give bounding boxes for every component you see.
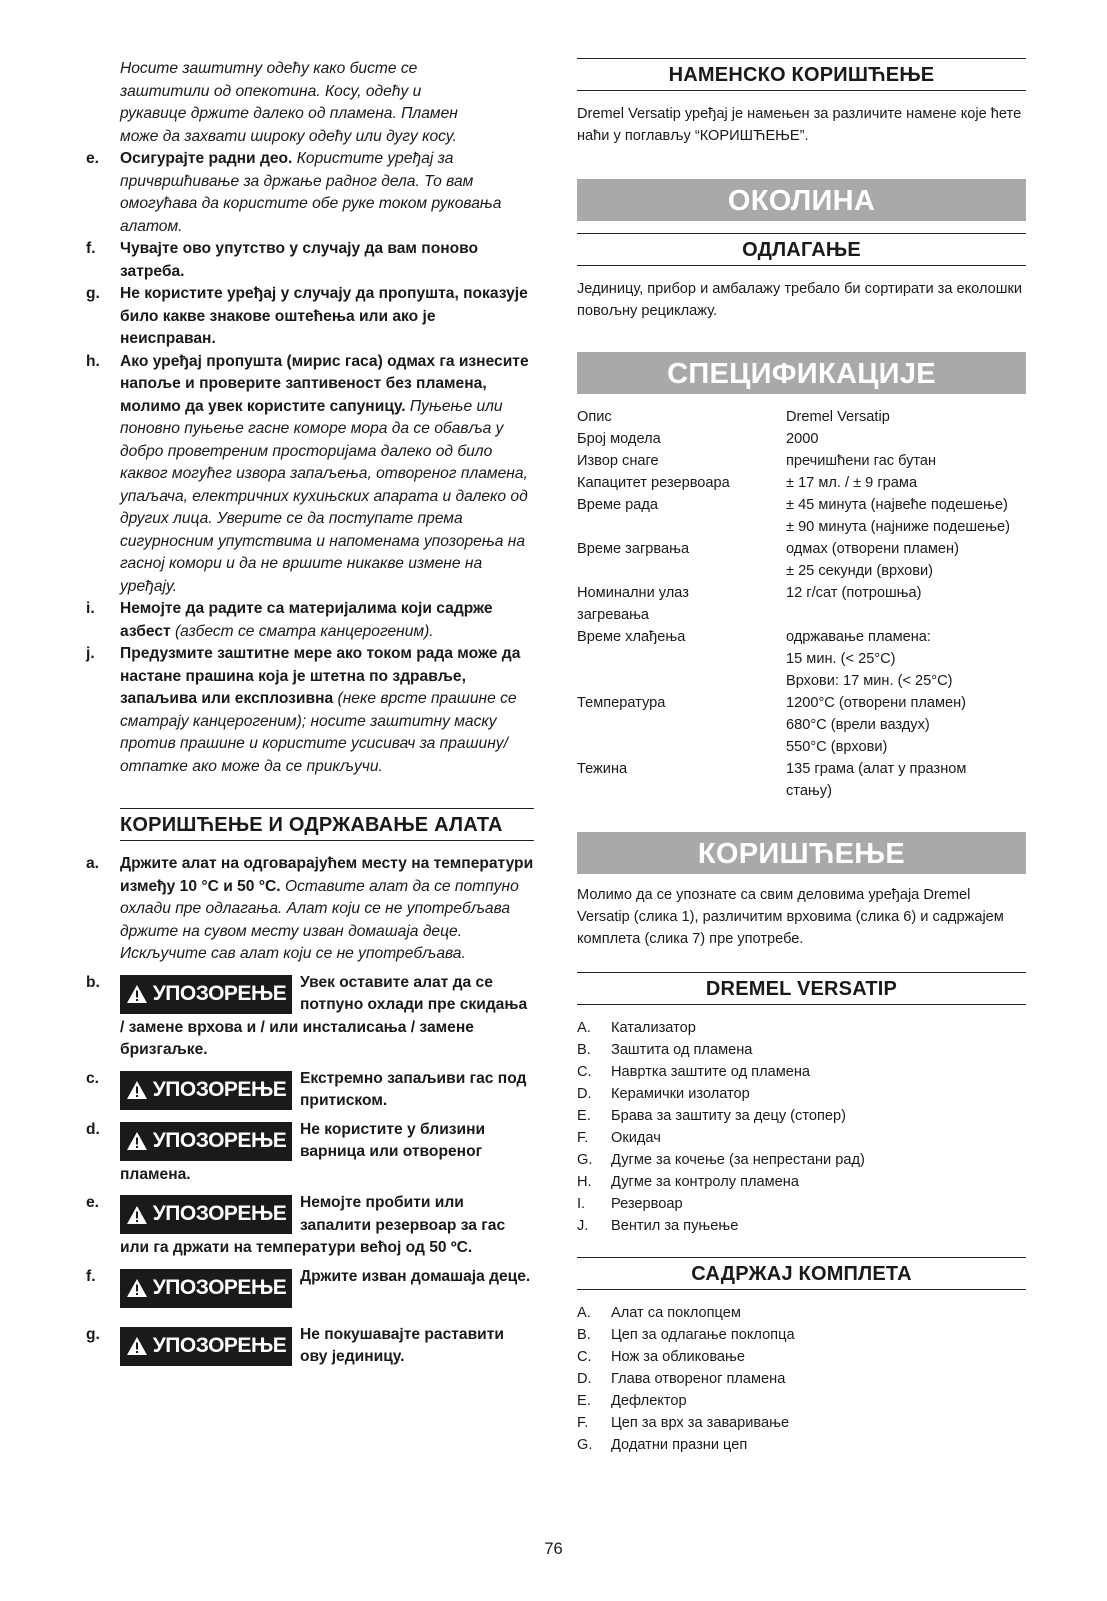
item-italic-text: (неке врсте прашине се сматрају канцерогеним); носите заштитну маску против прашине и користите усисивач за прашину/ отпатке ако може да се прикључи.	[120, 690, 517, 775]
warning-text: Увек оставите алат да се потпуно охлади пре скидања / замене врхова и / или инсталисања / замене бризгаљке.	[120, 973, 528, 1058]
warning-triangle-icon	[126, 1131, 148, 1151]
spec-row	[577, 450, 1026, 472]
spec-value: ± 90 минута (најниже подешење)	[786, 519, 1010, 535]
list-letter: F.	[577, 1130, 589, 1146]
spec-value: ± 45 минута (највеће подешење)	[786, 497, 1008, 513]
list-letter: C.	[577, 1349, 592, 1365]
safety-item-f	[86, 238, 534, 283]
item-bold-text: Држите алат на одговарајућем месту на температури између 10 °C и 50 °C.	[120, 855, 534, 895]
intended-use-text: Dremel Versatip уређај је намењен за различите намене које ћете наћи у поглављу “КОРИШЋЕЊЕ”.	[577, 106, 1022, 144]
list-letter: J.	[577, 1218, 589, 1234]
spec-key: Номинални улаз загревања	[577, 585, 689, 623]
spec-key: Време рада	[577, 497, 659, 513]
intro-line: заштитили од опекотина. Косу, одећу и	[120, 82, 422, 100]
list-text: Нож за обликовање	[611, 1349, 746, 1365]
list-text: Алат са поклопцем	[611, 1305, 741, 1321]
spec-key: Број модела	[577, 431, 661, 447]
list-item	[577, 1171, 1026, 1193]
spec-value: 12 г/сат (потрошња)	[786, 585, 922, 601]
spec-value: 2000	[786, 431, 819, 447]
tool-care-heading: КОРИШЋЕЊЕ И ОДРЖАВАЊЕ АЛАТА	[120, 808, 534, 841]
list-item	[577, 1039, 1026, 1061]
right-column	[577, 58, 1026, 1456]
spec-value: ± 17 мл. / ± 9 грама	[786, 475, 918, 491]
spec-value: 680°C (врели ваздух)	[786, 717, 930, 733]
spec-key: Температура	[577, 695, 666, 711]
kit-contents-list	[577, 1302, 1026, 1456]
list-letter: E.	[577, 1393, 591, 1409]
list-text: Катализатор	[611, 1020, 696, 1036]
intro-line: Носите заштитну одећу како бисте се	[120, 60, 418, 77]
list-item	[577, 1017, 1026, 1039]
kit-contents-heading: САДРЖАЈ КОМПЛЕТА	[577, 1257, 1026, 1290]
spec-key: Време загрвања	[577, 541, 690, 557]
warning-text: Не користите у близини варница или отвореног пламена.	[120, 1120, 486, 1183]
list-text: Дугме за кочење (за непрестани рад)	[611, 1152, 865, 1168]
spec-value: одржавање пламена:	[786, 629, 931, 645]
left-column	[86, 58, 534, 1375]
spec-key: Извор снаге	[577, 453, 659, 469]
list-text: Додатни празни цеп	[611, 1437, 748, 1453]
item-letter: a.	[86, 855, 100, 872]
warning-label: УПОЗОРЕЊЕ	[152, 1128, 287, 1152]
spec-key: Опис	[577, 409, 612, 425]
list-text: Цеп за одлагање поклопца	[611, 1327, 795, 1343]
item-letter: e.	[86, 1194, 100, 1211]
spec-row	[577, 472, 1026, 494]
list-text: Навртка заштите од пламена	[611, 1064, 811, 1080]
safety-item-h	[86, 351, 534, 599]
spec-row	[577, 494, 1026, 538]
warning-item-g	[86, 1324, 534, 1369]
use-band: КОРИШЋЕЊЕ	[577, 832, 1026, 874]
list-letter: A.	[577, 1020, 591, 1036]
list-letter: C.	[577, 1064, 592, 1080]
list-letter: G.	[577, 1437, 593, 1453]
item-letter: d.	[86, 1120, 100, 1138]
warning-triangle-icon	[126, 1080, 148, 1100]
tool-care-item-a	[86, 853, 534, 966]
list-letter: B.	[577, 1042, 591, 1058]
spec-value: 135 грама (алат у празном стању)	[786, 761, 967, 799]
spec-value: 1200°C (отворени пламен)	[786, 695, 967, 711]
list-text: Вентил за пуњење	[611, 1218, 739, 1234]
warning-label: УПОЗОРЕЊЕ	[152, 1202, 287, 1226]
list-item	[577, 1434, 1026, 1456]
spec-value: 550°C (врхови)	[786, 739, 888, 755]
warning-item-d	[86, 1119, 534, 1187]
list-letter: B.	[577, 1327, 591, 1343]
item-letter: j.	[86, 645, 95, 662]
disposal-heading: ОДЛАГАЊЕ	[577, 233, 1026, 266]
spec-row	[577, 626, 1026, 692]
safety-instructions	[86, 58, 534, 778]
list-letter: D.	[577, 1086, 592, 1102]
warning-triangle-icon	[126, 1205, 148, 1225]
list-item	[577, 1149, 1026, 1171]
item-italic-text: Користите уређај за причвршћивање за држање радног дела. То вам омогућава да користите обе руке током руковања алатом.	[120, 150, 502, 235]
list-text: Резервоар	[611, 1196, 683, 1212]
item-letter: b.	[86, 973, 100, 991]
spec-row	[577, 758, 1026, 802]
warning-label: УПОЗОРЕЊЕ	[152, 981, 287, 1005]
specifications-band: СПЕЦИФИКАЦИЈЕ	[577, 352, 1026, 394]
spec-row	[577, 692, 1026, 758]
safety-item-e	[86, 148, 534, 238]
list-text: Керамички изолатор	[611, 1086, 750, 1102]
list-letter: D.	[577, 1371, 592, 1387]
warning-label: УПОЗОРЕЊЕ	[152, 1333, 287, 1357]
warning-badge	[120, 1071, 292, 1110]
spec-value: одмах (отворени пламен)	[786, 541, 959, 557]
list-item	[577, 1193, 1026, 1215]
list-item	[577, 1127, 1026, 1149]
item-letter: f.	[86, 240, 96, 257]
item-letter: h.	[86, 352, 100, 370]
environment-band: ОКОЛИНА	[577, 179, 1026, 221]
warning-triangle-icon	[126, 1278, 148, 1298]
item-bold-text: Предузмите заштитне мере ако током рада може да настане прашина која је штетна по здравље, запаљива или експлозивна	[120, 645, 521, 707]
item-bold-text: Осигурајте радни део.	[120, 150, 293, 167]
intended-use-heading: НАМЕНСКО КОРИШЋЕЊЕ	[577, 58, 1026, 91]
intro-line: рукавице држите далеко од пламена. Пламен	[120, 105, 458, 122]
warning-item-f	[86, 1266, 534, 1310]
item-bold-text: Ако уређај пропушта (мирис гаса) одмах га изнесите напоље и проверите заптивеност без пламена, молимо да увек користите сапуницу.	[120, 352, 529, 415]
intro-paragraph	[86, 58, 534, 148]
warning-text: Не покушавајте раставити ову јединицу.	[300, 1325, 504, 1365]
spec-key: Тежина	[577, 761, 628, 777]
item-letter: i.	[86, 600, 95, 617]
warning-triangle-icon	[126, 1336, 148, 1356]
warning-badge	[120, 975, 292, 1014]
list-text: Цеп за врх за заваривање	[611, 1415, 790, 1431]
list-letter: G.	[577, 1152, 593, 1168]
list-item	[577, 1083, 1026, 1105]
list-item	[577, 1105, 1026, 1127]
list-item	[577, 1061, 1026, 1083]
item-letter: g.	[86, 285, 100, 302]
item-italic-text: Оставите алат да се потпуно охлади пре одлагања. Алат који се не употребљава држите на сувом месту изван домашаја деце. Искључите сав алат који се не употребљава.	[120, 877, 519, 962]
list-item	[577, 1390, 1026, 1412]
list-item	[577, 1324, 1026, 1346]
list-item	[577, 1412, 1026, 1434]
list-letter: A.	[577, 1305, 591, 1321]
warning-text: Немојте пробити или запалити резервоар за гас или га држати на температури већој од 50 ºC.	[120, 1194, 506, 1256]
spec-row	[577, 406, 1026, 428]
list-letter: F.	[577, 1415, 589, 1431]
warning-badge	[120, 1122, 292, 1161]
list-text: Заштита од пламена	[611, 1042, 753, 1058]
intro-line: може да захвати широку одећу или дугу косу.	[120, 127, 457, 145]
warning-triangle-icon	[126, 984, 148, 1004]
spec-value: ± 25 секунди (врхови)	[786, 563, 933, 579]
list-item	[577, 1346, 1026, 1368]
versatip-parts-list	[577, 1017, 1026, 1237]
safety-item-i	[86, 598, 534, 643]
item-bold-text: Не користите уређај у случају да пропушта, показује било какве знакове оштећења или ако је неисправан.	[120, 285, 528, 347]
list-text: Дугме за контролу пламена	[611, 1174, 799, 1190]
warning-badge	[120, 1195, 292, 1234]
list-text: Брава за заштиту за децу (стопер)	[611, 1108, 846, 1124]
specifications-table	[577, 406, 1026, 802]
warning-item-b	[86, 972, 534, 1062]
list-item	[577, 1368, 1026, 1390]
spec-value: Врхови: 17 мин. (< 25°C)	[786, 673, 953, 689]
spec-value: Dremel Versatip	[786, 409, 890, 425]
versatip-heading: DREMEL VERSATIP	[577, 972, 1026, 1005]
warning-label: УПОЗОРЕЊЕ	[152, 1275, 287, 1299]
warning-text: Држите изван домашаја деце.	[300, 1267, 531, 1285]
item-bold-text: Чувајте ово упутство у случају да вам поново затреба.	[120, 240, 479, 280]
spec-row	[577, 538, 1026, 582]
item-bold-text: Немојте да радите са материјалима који садрже азбест	[120, 600, 493, 640]
list-text: Окидач	[611, 1130, 661, 1146]
item-letter: g.	[86, 1325, 100, 1343]
item-letter: c.	[86, 1069, 100, 1087]
item-letter: f.	[86, 1267, 96, 1285]
use-text: Молимо да се упознате са свим деловима уређаја Dremel Versatip (слика 1), различитим врховима (слика 6) и садржајем комплета (слика 7) пре употребе.	[577, 887, 1004, 947]
list-letter: H.	[577, 1174, 592, 1190]
spec-row	[577, 428, 1026, 450]
safety-item-g	[86, 283, 534, 351]
warning-label: УПОЗОРЕЊЕ	[152, 1077, 287, 1101]
page-number: 76	[544, 1540, 563, 1558]
warning-badge	[120, 1327, 292, 1366]
list-item	[577, 1302, 1026, 1324]
list-letter: I.	[577, 1196, 586, 1212]
tool-care-section	[86, 853, 534, 1369]
list-text: Глава отвореног пламена	[611, 1371, 786, 1387]
disposal-text: Јединицу, прибор и амбалажу требало би сортирати за еколошки повољну рециклажу.	[577, 281, 1023, 319]
warning-text: Екстремно запаљиви гас под притиском.	[300, 1069, 527, 1109]
spec-row	[577, 582, 1026, 626]
warning-item-c	[86, 1068, 534, 1113]
list-item	[577, 1215, 1026, 1237]
warning-badge	[120, 1269, 292, 1308]
spec-key: Време хлађења	[577, 629, 686, 645]
spec-value: 15 мин. (< 25°C)	[786, 651, 896, 667]
spec-value: пречишћени гас бутан	[786, 453, 937, 469]
item-letter: e.	[86, 150, 100, 167]
warning-item-e	[86, 1192, 534, 1260]
item-italic-text: (азбест се сматра канцерогеним).	[170, 622, 434, 640]
list-letter: E.	[577, 1108, 591, 1124]
spec-key: Капацитет резервоара	[577, 475, 730, 491]
item-italic-text: Пуњење или поновно пуњење гасне коморе мора да се обавља у добро проветреним просторијама далеко од било каквог могућег извора запаљења, отвореног пламена, упаљача, електричних кухињских апарата и далеко од других лица. Уверите се да поступате према сигурносним упутствима и напоменама упозорења на гасној комори и да не вршите никакве измене на уређају.	[120, 397, 528, 595]
list-text: Дефлектор	[611, 1393, 687, 1409]
safety-item-j	[86, 643, 534, 778]
